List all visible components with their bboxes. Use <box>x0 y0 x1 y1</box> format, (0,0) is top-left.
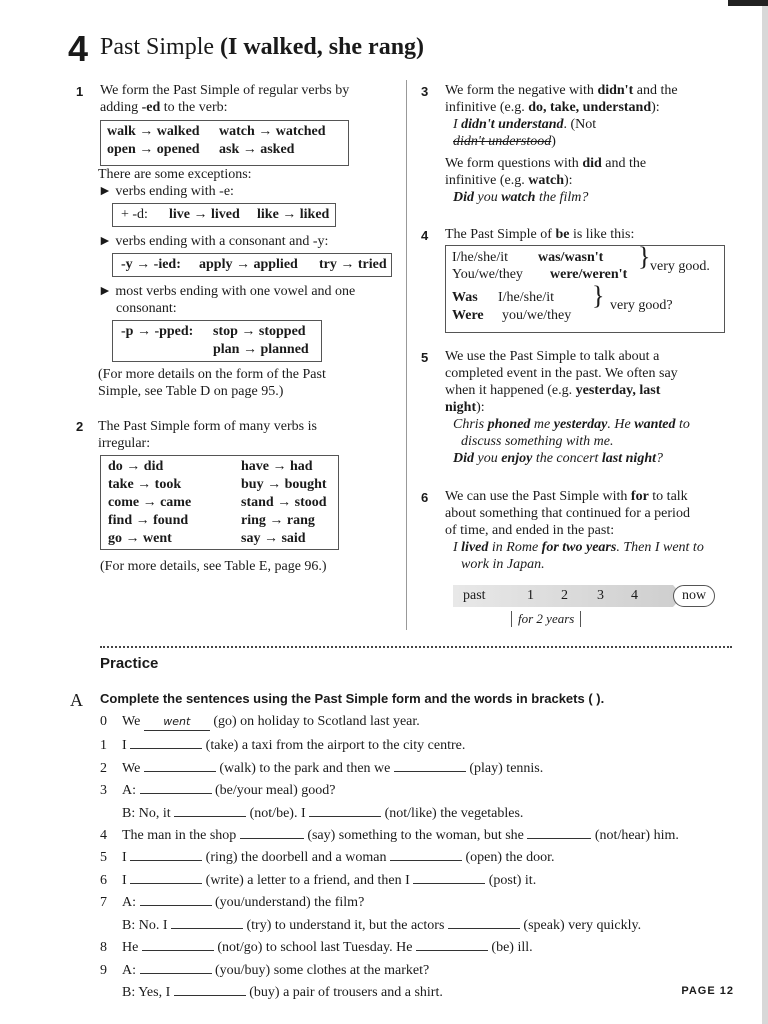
timeline-now-label: now <box>673 585 715 607</box>
question-4 <box>100 826 679 844</box>
text-span: and the <box>601 156 647 171</box>
section-number: 5 <box>421 350 429 365</box>
text-span: phoned <box>487 417 531 432</box>
verb-pair: ring → rang <box>241 513 315 528</box>
question-text: (you/buy) some clothes at the market? <box>211 963 430 978</box>
question-text: (try) to understand it, but the actors <box>243 918 448 933</box>
text-span: ): <box>563 173 573 188</box>
text-span: lived <box>461 540 489 555</box>
verb-pair: find → found <box>108 513 189 528</box>
answer-blank[interactable] <box>394 759 466 772</box>
answer-blank[interactable] <box>174 983 246 996</box>
text-span: . Then I went to <box>616 540 704 555</box>
title-examples: (I walked, she rang) <box>220 34 425 60</box>
question-0 <box>100 713 420 731</box>
verb-pair: apply → applied <box>199 257 298 272</box>
rule: + -d: <box>121 207 148 222</box>
question-text: (open) the door. <box>461 850 555 865</box>
text-span: the concert <box>532 451 602 466</box>
answer-example: went <box>144 713 210 731</box>
page-corner <box>728 0 768 6</box>
question-text: A: <box>122 895 140 910</box>
answer-blank[interactable] <box>413 871 485 884</box>
complement: very good. <box>650 259 710 274</box>
text-span: . He <box>607 417 635 432</box>
question-1 <box>100 736 465 754</box>
text-span: night <box>445 400 477 415</box>
text-span: We form questions with <box>445 156 583 171</box>
text-span: watch <box>501 190 536 205</box>
text-line <box>445 488 704 505</box>
brace: } <box>592 281 605 310</box>
verb-pair: ask → asked <box>219 142 295 157</box>
question-number: 3 <box>100 783 107 798</box>
answer-blank[interactable] <box>240 826 304 839</box>
text-span: ) <box>551 134 556 149</box>
answer-blank[interactable] <box>130 871 202 884</box>
question-number: 9 <box>100 963 107 978</box>
question-8 <box>100 938 533 956</box>
page-edge <box>762 0 768 1024</box>
question-text: A: <box>122 963 140 978</box>
text-span: didn't <box>597 83 634 98</box>
text-line <box>445 172 678 189</box>
text-span: be <box>555 227 570 242</box>
text-line <box>445 99 678 116</box>
section-6-text <box>445 488 704 573</box>
question-text: B: Yes, I <box>122 985 174 1000</box>
text-line <box>445 116 678 133</box>
question-text: I <box>122 873 131 888</box>
title-text: Past Simple <box>100 34 215 60</box>
text-span: the film? <box>535 190 589 205</box>
verb-pair: like → liked <box>257 207 330 222</box>
text-line <box>445 155 678 172</box>
question-number: 2 <box>100 761 107 776</box>
timeline-tick: 4 <box>631 588 638 603</box>
bullet-1: ► verbs ending with -e: <box>98 184 234 199</box>
section-separator <box>100 646 732 648</box>
text-span: infinitive (e.g. <box>445 173 529 188</box>
text-span: yesterday, last <box>575 383 661 398</box>
verb-form: Were <box>452 308 484 323</box>
question-text: (take) a taxi from the airport to the city centre. <box>202 738 466 753</box>
pronoun: I/he/she/it <box>452 250 508 265</box>
answer-blank[interactable] <box>140 781 212 794</box>
verb-form: was/wasn't <box>538 250 604 265</box>
text-span: We can use the Past Simple with <box>445 489 631 504</box>
text-span: for <box>630 489 649 504</box>
page-number: PAGE 12 <box>681 985 734 997</box>
verb-pair: buy → bought <box>241 477 327 492</box>
text-line <box>445 450 690 467</box>
text-span: to talk <box>648 489 688 504</box>
answer-blank[interactable] <box>140 961 212 974</box>
question-text: (play) tennis. <box>465 761 544 776</box>
section-number: 2 <box>76 419 84 434</box>
text-span: Did <box>453 190 474 205</box>
section-number: 6 <box>421 490 429 505</box>
question-6 <box>100 871 536 889</box>
text-span: you <box>474 190 502 205</box>
question-number: 8 <box>100 940 107 955</box>
question-text: (be/your meal) good? <box>211 783 336 798</box>
text-span: adding <box>100 100 142 115</box>
unit-number: 4 <box>68 28 89 69</box>
column-divider <box>406 80 407 630</box>
text-line: completed event in the past. We often say <box>445 366 678 381</box>
pped-verbs-box <box>112 320 322 362</box>
text-span: do, take, understand <box>528 100 652 115</box>
question-text: (speak) very quickly. <box>519 918 642 933</box>
text-span: yesterday <box>553 417 608 432</box>
text-line: We form the Past Simple of regular verbs by <box>100 83 350 98</box>
timeline-tick: 1 <box>527 588 534 603</box>
text-line: The Past Simple form of many verbs is <box>98 419 317 434</box>
text-span: ): <box>476 400 485 415</box>
answer-blank[interactable] <box>140 893 212 906</box>
verb-pair: live → lived <box>169 207 240 222</box>
question-number: 4 <box>100 828 107 843</box>
bullet-text: verbs ending with a consonant and -y: <box>115 234 329 249</box>
text-line <box>445 416 690 433</box>
text-span: when it happened (e.g. <box>445 383 576 398</box>
question-number: 5 <box>100 850 107 865</box>
text-span: ): <box>651 100 660 115</box>
answer-blank[interactable] <box>130 848 202 861</box>
question-number: 7 <box>100 895 107 910</box>
verb-pair: have → had <box>241 459 313 474</box>
text-line: about something that continued for a period <box>445 506 690 521</box>
text-span: last night <box>601 451 657 466</box>
question-9b <box>122 983 443 1001</box>
question-5 <box>100 848 554 866</box>
text-line: Simple, see Table D on page 95.) <box>98 384 284 399</box>
text-span: to the verb: <box>160 100 228 115</box>
verb-pair: try → tried <box>319 257 387 272</box>
question-text: B: No, it <box>122 806 175 821</box>
text-span: watch <box>528 173 564 188</box>
exceptions-text: There are some exceptions: <box>98 167 252 182</box>
question-text: B: No. I <box>122 918 171 933</box>
text-span: didn't understand <box>461 117 564 132</box>
text-span: and the <box>633 83 678 98</box>
text-span: . (Not <box>563 117 597 132</box>
text-line <box>445 382 690 399</box>
question-text: A: <box>122 783 140 798</box>
question-text: (ring) the doorbell and a woman <box>202 850 390 865</box>
section-2-text <box>98 418 317 452</box>
text-span: Chris <box>453 417 488 432</box>
text-line <box>445 133 678 150</box>
pronoun: I/he/she/it <box>498 290 554 305</box>
text-span: The Past Simple of <box>445 227 556 242</box>
answer-blank[interactable] <box>309 804 381 817</box>
be-table-box <box>445 242 725 333</box>
answer-blank[interactable] <box>416 938 488 951</box>
question-text: (say) something to the woman, but she <box>303 828 528 843</box>
text-line <box>445 189 678 206</box>
bullet-text: most verbs ending with one vowel and one <box>115 284 356 299</box>
verb-pair: say → said <box>241 531 306 546</box>
verb-pair: take → took <box>108 477 182 492</box>
timeline-past-label: past <box>463 588 486 603</box>
timeline-span-label: for 2 years <box>511 611 581 627</box>
text-span: I <box>453 117 462 132</box>
text-span: for two years <box>541 540 617 555</box>
question-text: The man in the shop <box>122 828 240 843</box>
question-3b <box>122 804 523 822</box>
answer-blank[interactable] <box>144 759 216 772</box>
text-line <box>100 99 349 116</box>
bullet-text: consonant: <box>116 301 177 316</box>
text-line <box>445 399 690 416</box>
text-span: infinitive (e.g. <box>445 100 529 115</box>
question-text: (buy) a pair of trousers and a shirt. <box>245 985 443 1000</box>
rule: -y → -ied: <box>121 257 181 272</box>
verb-pair: open → opened <box>107 142 200 157</box>
verb-pair: go → went <box>108 531 172 546</box>
question-text: I <box>122 738 131 753</box>
text-span: did <box>582 156 602 171</box>
text-span: ? <box>656 451 664 466</box>
question-text: (be) ill. <box>487 940 533 955</box>
verb-form: were/weren't <box>550 267 628 282</box>
text-line: We use the Past Simple to talk about a <box>445 349 660 364</box>
text-span: We form the negative with <box>445 83 598 98</box>
question-text: I <box>122 850 131 865</box>
text-span: in Rome <box>488 540 542 555</box>
text-line <box>445 539 704 556</box>
question-text: We <box>122 761 144 776</box>
complement: very good? <box>610 298 673 313</box>
text-span: you <box>474 451 502 466</box>
answer-blank[interactable] <box>171 916 243 929</box>
text-span: is like this: <box>569 227 635 242</box>
brace: } <box>638 242 651 271</box>
text-span: I <box>453 540 462 555</box>
question-text: (you/understand) the film? <box>211 895 365 910</box>
question-text: (walk) to the park and then we <box>215 761 394 776</box>
verb-pair: watch → watched <box>219 124 326 139</box>
question-9a <box>100 961 429 979</box>
rule: -p → -pped: <box>121 324 194 339</box>
answer-blank[interactable] <box>390 848 462 861</box>
text-line: (For more details on the form of the Past <box>98 367 326 382</box>
bullet-2: ► verbs ending with a consonant and -y: <box>98 234 329 249</box>
more-details-1 <box>98 366 326 400</box>
verb-form: Was <box>452 290 478 305</box>
verb-pair: stand → stood <box>241 495 327 510</box>
text-line: discuss something with me. <box>461 434 614 449</box>
section-5-text <box>445 348 690 467</box>
answer-blank[interactable] <box>527 826 591 839</box>
pronoun: you/we/they <box>502 308 572 323</box>
question-7a <box>100 893 364 911</box>
text-line: of time, and ended in the past: <box>445 523 615 538</box>
verb-pair: stop → stopped <box>213 324 306 339</box>
bullet-text: verbs ending with -e: <box>115 184 234 199</box>
text-span: to <box>675 417 690 432</box>
question-text: (not/go) to school last Tuesday. He <box>213 940 416 955</box>
verb-pair: do → did <box>108 459 164 474</box>
question-text: (post) it. <box>485 873 537 888</box>
question-3a <box>100 781 336 799</box>
question-text: He <box>122 940 142 955</box>
irregular-left-col <box>108 458 191 548</box>
timeline-tick: 2 <box>561 588 568 603</box>
answer-blank[interactable] <box>142 938 214 951</box>
text-line: work in Japan. <box>461 557 545 572</box>
practice-heading: Practice <box>100 655 159 672</box>
more-details-2: (For more details, see Table E, page 96.) <box>100 559 327 574</box>
text-span: Did <box>453 451 474 466</box>
pronoun: You/we/they <box>452 267 523 282</box>
text-span: -ed <box>141 100 161 115</box>
section-number: 1 <box>76 84 84 99</box>
question-number: 1 <box>100 738 107 753</box>
question-text: We <box>122 714 144 729</box>
page-title <box>100 34 424 61</box>
section-number: 4 <box>421 228 429 243</box>
verb-pair: come → came <box>108 495 192 510</box>
question-number: 6 <box>100 873 107 888</box>
text-line: irregular: <box>98 436 151 451</box>
question-number: 0 <box>100 714 107 729</box>
section-4-text <box>445 226 634 243</box>
text-span: enjoy <box>501 451 533 466</box>
answer-blank[interactable] <box>130 736 202 749</box>
answer-blank[interactable] <box>174 804 246 817</box>
text-span: didn't understood <box>453 134 552 149</box>
irregular-right-col <box>241 458 327 548</box>
question-text: (not/be). I <box>246 806 310 821</box>
question-text: (write) a letter to a friend, and then I <box>202 873 414 888</box>
y-verbs-box <box>112 253 392 277</box>
section-number: 3 <box>421 84 429 99</box>
section-3-text <box>445 82 678 206</box>
irregular-verbs-box <box>100 455 339 550</box>
question-7b <box>122 916 641 934</box>
section-1-text <box>100 82 349 116</box>
question-text: (not/like) the vegetables. <box>381 806 524 821</box>
verb-pair: plan → planned <box>213 342 309 357</box>
timeline-tick: 3 <box>597 588 604 603</box>
question-text: (go) on holiday to Scotland last year. <box>209 714 420 729</box>
exercise-letter: A <box>70 690 83 710</box>
text-line <box>445 82 678 99</box>
e-verbs-box <box>112 203 336 227</box>
text-span: wanted <box>634 417 676 432</box>
timeline <box>453 585 707 626</box>
question-2 <box>100 759 543 777</box>
question-text: (not/hear) him. <box>591 828 679 843</box>
text-span: me <box>530 417 554 432</box>
bullet-3: ► most verbs ending with one vowel and one consonant: <box>98 284 356 316</box>
regular-verbs-box <box>100 120 349 166</box>
exercise-instruction: Complete the sentences using the Past Simple form and the words in brackets ( ). <box>100 691 605 706</box>
answer-blank[interactable] <box>448 916 520 929</box>
verb-pair: walk → walked <box>107 124 200 139</box>
